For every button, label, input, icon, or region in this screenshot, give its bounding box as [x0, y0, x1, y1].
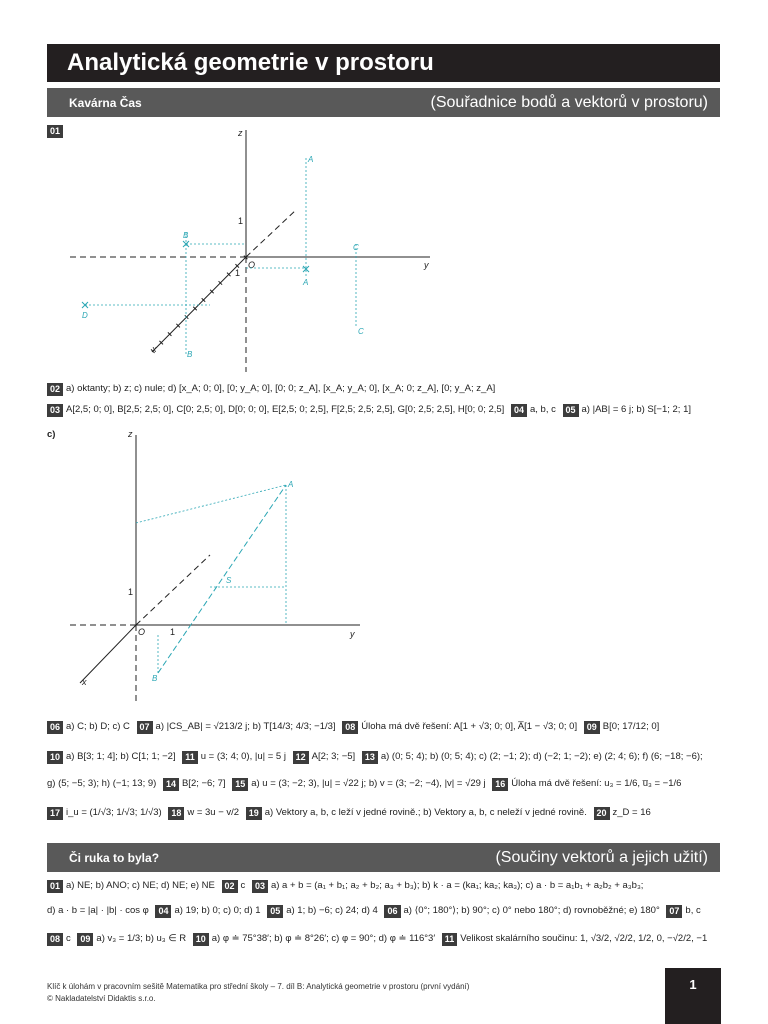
tag-18: 18 [168, 807, 184, 820]
section2-title: Či ruka to byla? [69, 850, 160, 865]
fig1-point-d-mark [82, 302, 88, 308]
exercise-16-text: Úloha má dvě řešení: u₃ = 1/6, u̅₃ = −1/6 [511, 778, 682, 789]
tag-20: 20 [594, 807, 610, 820]
exercise-13-text: a) (0; 5; 4); b) (0; 5; 4); c) (2; −1; 2); d) (−2; 1; −2); e) (2; 4; 6); f) (6; −18; −6); [380, 751, 703, 762]
fig2-y-label: y [350, 629, 355, 639]
exercise-05c-label: c) [47, 429, 56, 440]
exercise-10-13 [47, 750, 703, 765]
exercise-13-16 [47, 777, 681, 792]
s2-exercise-08-11 [47, 932, 707, 947]
tag-03: 03 [47, 404, 63, 417]
tag-14: 14 [163, 778, 179, 791]
fig1-point-c-label: C [358, 327, 364, 336]
tag-12: 12 [293, 751, 309, 764]
tag-15: 15 [232, 778, 248, 791]
exercise-07-text: a) |CS_AB| = √213/2 j; b) T[14/3; 4/3; −1/3] [155, 721, 336, 732]
fig2-guide-top [136, 485, 286, 523]
s2-tag-06: 06 [384, 905, 400, 918]
s2-tag-08: 08 [47, 933, 63, 946]
fig2-point-s-label: S [226, 576, 232, 585]
exercise-19-text: a) Vektory a, b, c leží v jedné rovině.; b) Vektory a, b, c neleží v jedné rovině. [264, 807, 587, 818]
footer-line-2: © Nakladatelství Didaktis s.r.o. [47, 994, 156, 1003]
s2-tag-11: 11 [442, 933, 458, 946]
s2-exercise-01-03 [47, 879, 643, 894]
exercise-13b-text: g) (5; −5; 3); h) (−1; 13; 9) [47, 778, 157, 789]
exercise-02 [47, 382, 495, 397]
fig1-point-c-bar-label: C [353, 243, 359, 252]
tag-11: 11 [182, 751, 198, 764]
s2-tag-04: 04 [155, 905, 171, 918]
tag-19: 19 [246, 807, 262, 820]
section2-subtitle: (Součiny vektorů a jejich užití) [495, 848, 708, 866]
tag-17: 17 [47, 807, 63, 820]
fig1-y-label: y [424, 260, 429, 270]
exercise-08-text: Úloha má dvě řešení: A[1 + √3; 0; 0], A̅[1 − √3; 0; 0] [361, 721, 578, 732]
exercise-12-text: A[2; 3; −5] [311, 751, 356, 762]
tag-06: 06 [47, 721, 63, 734]
fig1-z-label: z [238, 128, 243, 138]
fig1-point-b-bar-label: B [183, 231, 189, 240]
exercise-11-text: u = (3; 4; 0), |u| = 5 j [200, 751, 286, 762]
fig1-x-label: x [152, 344, 157, 354]
tag-13: 13 [362, 751, 378, 764]
fig1-point-a-label: A [308, 155, 314, 164]
fig1-point-d-label: D [82, 311, 88, 320]
tag-07: 07 [137, 721, 153, 734]
figure-2-coordinate-system [60, 425, 380, 710]
fig1-point-a-bar-label: A [303, 278, 309, 287]
exercise-10-text: a) B[3; 1; 4]; b) C[1; 1; −2] [66, 751, 176, 762]
fig2-point-a-label: A [288, 480, 294, 489]
s2-tag-05: 05 [267, 905, 283, 918]
s2-exercise-09-text: a) v₃ = 1/3; b) u₃ ∈ R [96, 933, 187, 944]
tag-09: 09 [584, 721, 600, 734]
fig2-x-axis-dashed [136, 555, 210, 625]
exercise-17-20 [47, 806, 651, 821]
fig2-point-b-label: B [152, 674, 158, 683]
fig1-point-b-label: B [187, 350, 193, 359]
tag-02: 02 [47, 383, 63, 396]
exercise-05-text: a) |AB| = 6 j; b) S[−1; 2; 1] [581, 404, 692, 415]
tag-05: 05 [563, 404, 579, 417]
exercise-20-text: z_D = 16 [612, 807, 651, 818]
exercise-18-text: w = 3u − v/2 [187, 807, 240, 818]
s2-exercise-03-text: a) a + b = (a₁ + b₁; a₂ + b₂; a₃ + b₃); b) k · a = (ka₁; ka₂; ka₃); c) a · b = a₁b₁ + a₂b₂ + a₃b₃; [270, 880, 644, 891]
section-header-ci-ruka [47, 843, 720, 872]
s2-tag-10: 10 [193, 933, 209, 946]
x-axis-dashed [246, 210, 296, 257]
tag-08: 08 [342, 721, 358, 734]
page-number: 1 [665, 968, 721, 1024]
s2-exercise-07-text: b, c [685, 905, 701, 916]
tag-10: 10 [47, 751, 63, 764]
exercise-02-text: a) oktanty; b) z; c) nule; d) [x_A; 0; 0], [0; y_A; 0], [0; 0; z_A], [x_A; y_A; 0], [x_A; 0; z_A], [0; y_A; z_A] [66, 383, 496, 394]
s2-exercise-11-text: Velikost skalárního součinu: 1, √3/2, √2/2, 1/2, 0, −√2/2, −1 [460, 933, 708, 944]
s2-tag-03: 03 [252, 880, 268, 893]
fig2-z-label: z [128, 429, 133, 439]
exercise-03-text: A[2,5; 0; 0], B[2,5; 2,5; 0], C[0; 2,5; 0], D[0; 0; 0], E[2,5; 0; 2,5], F[2,5; 2,5; 2,5], G[0; 2,5; 2,5], H[0; 0; 2,5] [66, 404, 505, 415]
s2-exercise-02-text: c [240, 880, 246, 891]
fig2-segment-ab [158, 485, 286, 673]
s2-exercise-01-text: a) NE; b) ANO; c) NE; d) NE; e) NE [66, 880, 215, 891]
x-axis [152, 257, 246, 352]
fig2-y-unit-label: 1 [170, 627, 176, 637]
exercise-17-text: i_u = (1/√3; 1/√3; 1/√3) [66, 807, 162, 818]
exercise-09-text: B[0; 17/12; 0] [602, 721, 660, 732]
s2-tag-09: 09 [77, 933, 93, 946]
section-header-kavarna [47, 88, 720, 117]
exercise-03-05 [47, 403, 691, 418]
tag-16: 16 [492, 778, 508, 791]
s2-exercise-04-text: a) 19; b) 0; c) 0; d) 1 [174, 905, 261, 916]
s2-exercise-03b-text: d) a · b = |a| · |b| · cos φ [47, 905, 149, 916]
s2-exercise-10-text: a) φ ≐ 75°38′; b) φ ≐ 8°26′; c) φ = 90°; d) φ ≐ 116°3′ [211, 933, 436, 944]
s2-tag-07: 07 [666, 905, 682, 918]
fig2-x-label: x [82, 677, 87, 687]
tag-01: 01 [47, 125, 63, 138]
fig1-x-unit-label: 1 [235, 268, 241, 278]
fig1-z-unit-label: 1 [238, 216, 244, 226]
footer [47, 981, 469, 1005]
s2-tag-02: 02 [222, 880, 238, 893]
figure-1-coordinate-system [60, 120, 460, 380]
s2-exercise-05-text: a) 1; b) −6; c) 24; d) 4 [286, 905, 378, 916]
page-title: Analytická geometrie v prostoru [47, 44, 720, 82]
exercise-06-09 [47, 720, 659, 735]
tag-04: 04 [511, 404, 527, 417]
section-title: Kavárna Čas [69, 95, 142, 110]
section-subtitle: (Souřadnice bodů a vektorů v prostoru) [430, 93, 708, 111]
s2-exercise-06-text: a) ⟨0°; 180°⟩; b) 90°; c) 0° nebo 180°; d) rovnoběžné; e) 180° [403, 905, 660, 916]
exercise-06-text: a) C; b) D; c) C [66, 721, 130, 732]
s2-exercise-08-text: c [66, 933, 71, 944]
s2-exercise-03-07 [47, 904, 701, 919]
exercise-15-text: a) u = (3; −2; 3), |u| = √22 j; b) v = (3; −2; −4), |v| = √29 j [251, 778, 486, 789]
fig2-z-unit-label: 1 [128, 587, 134, 597]
fig2-x-axis [80, 625, 136, 683]
fig1-origin-label: O [248, 260, 256, 270]
exercise-14-text: B[2; −6; 7] [181, 778, 226, 789]
fig2-origin-label: O [138, 627, 146, 637]
footer-line-1: Klíč k úlohám v pracovním sešitě Matematika pro střední školy – 7. díl B: Analytická geometrie v prostoru (první vydání) [47, 982, 470, 991]
exercise-04-text: a, b, c [529, 404, 556, 415]
s2-tag-01: 01 [47, 880, 63, 893]
